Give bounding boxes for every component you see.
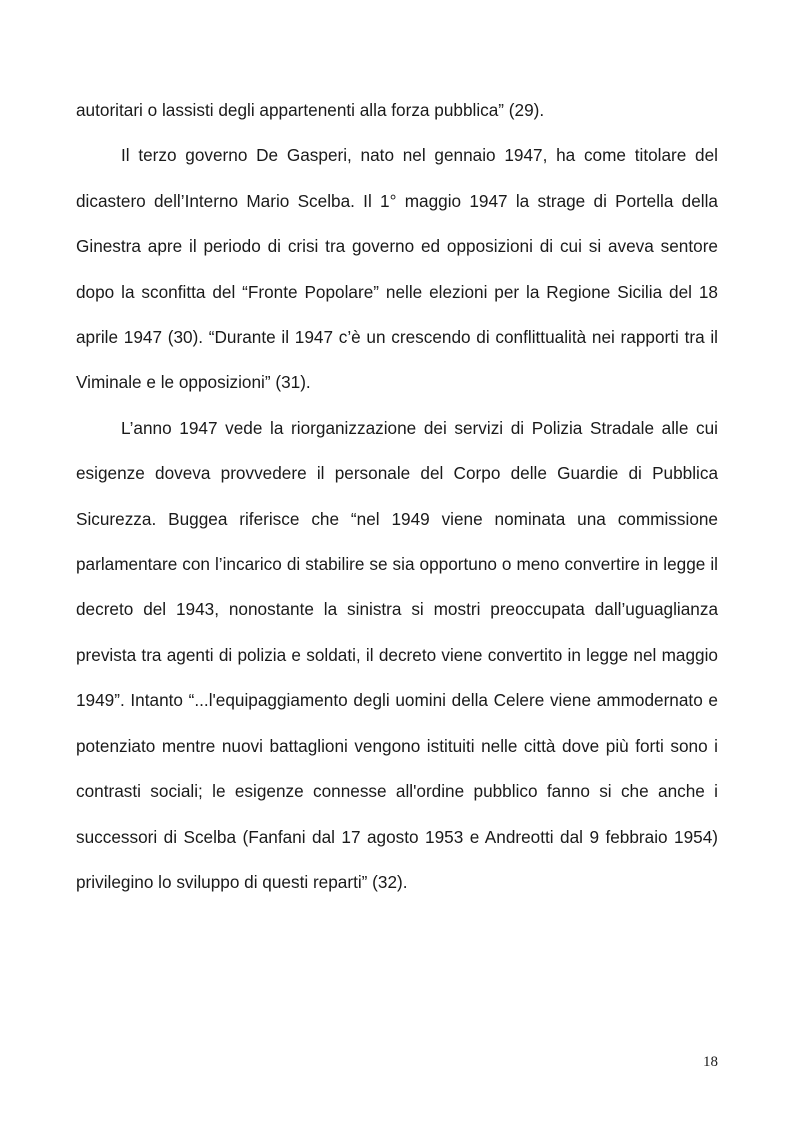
page-number: 18 [703,1054,718,1070]
paragraph-scelba: Il terzo governo De Gasperi, nato nel gennaio 1947, ha come titolare del dicastero dell’Interno Mario Scelba. Il 1° maggio 1947 la strage di Portella della Ginestra apre il periodo di crisi tra governo ed opposizioni di cui si aveva sentore dopo la sconfitta del “Fronte Popolare” nelle elezioni per la Regione Sicilia del 18 aprile 1947 (30). “Durante il 1947 c’è un crescendo di conflittualità nei rapporti tra il Viminale e le opposizioni” (31). [76,145,718,393]
paragraph-polizia-stradale: L’anno 1947 vede la riorganizzazione dei servizi di Polizia Stradale alle cui esigenze doveva provvedere il personale del Corpo delle Guardie di Pubblica Sicurezza. Buggea riferisce che “nel 1949 viene nominata una commissione parlamentare con l’incarico di stabilire se sia opportuno o meno convertire in legge il decreto del 1943, nonostante la sinistra si mostri preoccupata dall’uguaglianza prevista tra agenti di polizia e soldati, il decreto viene convertito in legge nel maggio 1949”. Intanto “...l'equipaggiamento degli uomini della Celere viene ammodernato e potenziato mentre nuovi battaglioni vengono istituiti nelle città dove più forti sono i contrasti sociali; le esigenze connesse all'ordine pubblico fanno si che anche i successori di Scelba (Fanfani dal 17 agosto 1953 e Andreotti dal 9 febbraio 1954) privilegino lo sviluppo di questi reparti” (32). [76,417,718,892]
paragraph-continuation: autoritari o lassisti degli appartenenti alla forza pubblica” (29). [76,100,545,120]
document-body [76,88,718,905]
